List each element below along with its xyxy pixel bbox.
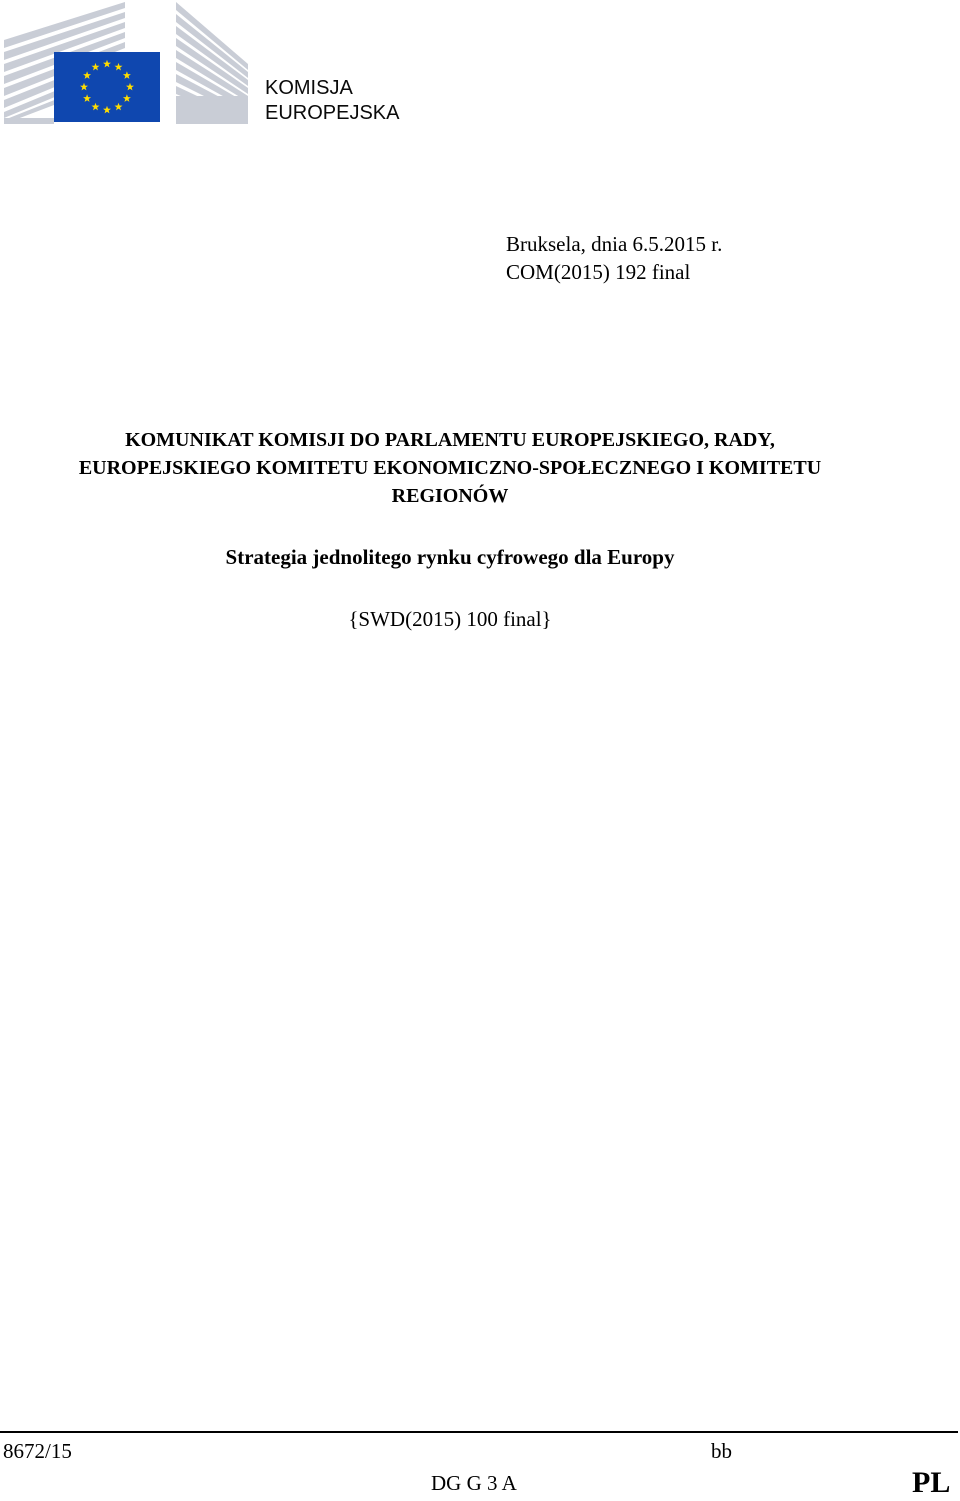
title-line-3: REGIONÓW — [391, 485, 509, 507]
logo-wordmark — [265, 76, 399, 126]
footer-language: PL — [912, 1466, 951, 1499]
footer-dg-code: DG G 3 A — [431, 1471, 517, 1495]
european-commission-logo — [0, 0, 260, 130]
document-title — [0, 426, 900, 510]
footer-initials: bb — [711, 1439, 732, 1463]
title-line-1: KOMUNIKAT KOMISJI DO PARLAMENTU EUROPEJSKIEGO, RADY, — [125, 429, 775, 451]
title-line-2: EUROPEJSKIEGO KOMITETU EKONOMICZNO-SPOŁECZNEGO I KOMITETU — [78, 457, 822, 479]
logo-line-1: KOMISJA — [265, 77, 353, 99]
com-reference: COM(2015) 192 final — [506, 260, 691, 284]
place-date: Bruksela, dnia 6.5.2015 r. — [506, 232, 723, 256]
related-document-reference: {SWD(2015) 100 final} — [348, 607, 552, 631]
document-subtitle: Strategia jednolitego rynku cyfrowego dla Europy — [225, 545, 675, 569]
logo-line-2: EUROPEJSKA — [265, 102, 400, 124]
document-meta — [506, 230, 722, 286]
footer-divider — [0, 1431, 958, 1433]
footer-doc-number: 8672/15 — [3, 1439, 72, 1463]
